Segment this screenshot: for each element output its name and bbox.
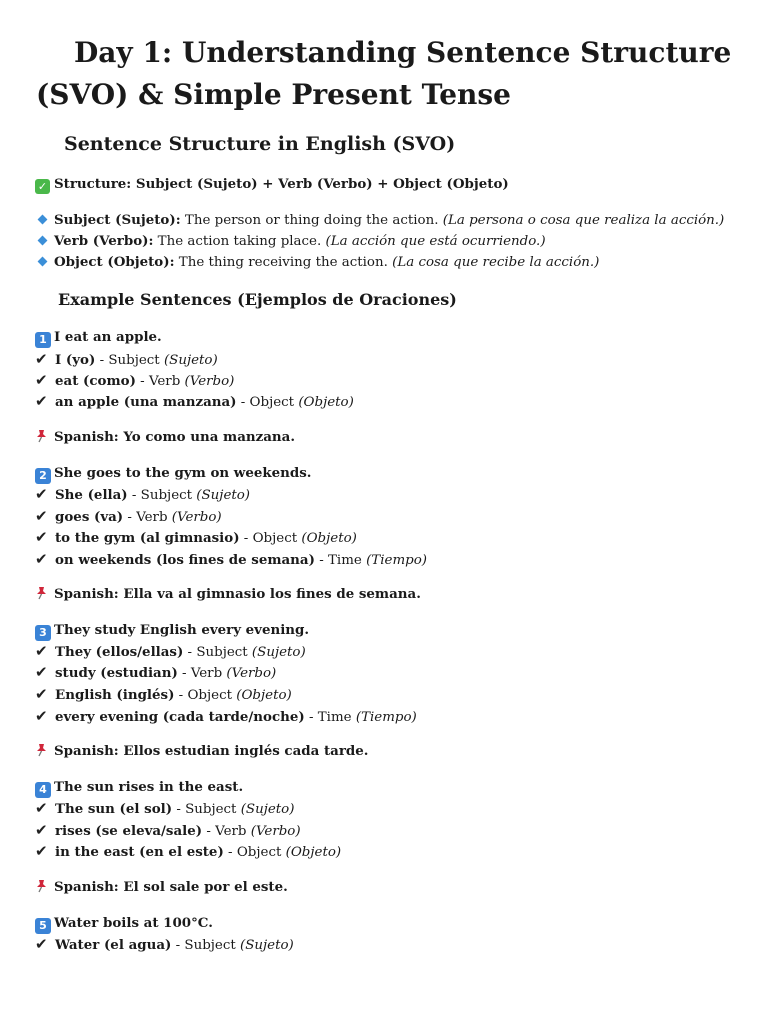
part-phrase: She (ella) xyxy=(55,487,128,503)
example-sentence-text: She goes to the gym on weekends. xyxy=(54,465,312,481)
example-part xyxy=(35,391,354,411)
definition-term: Verb (Verbo): xyxy=(54,233,154,249)
check-mark-icon: ✔ xyxy=(35,371,48,389)
part-phrase: English (inglés) xyxy=(55,687,175,703)
part-role: - Verb xyxy=(135,374,185,389)
part-role-spanish: (Objeto) xyxy=(285,845,342,860)
part-role: - Subject xyxy=(127,488,197,503)
part-phrase: The sun (el sol) xyxy=(55,801,173,817)
check-mark-icon: ✔ xyxy=(35,507,48,525)
examples-heading: Example Sentences (Ejemplos de Oraciones) xyxy=(58,290,457,309)
part-phrase: study (estudian) xyxy=(55,665,178,681)
check-mark-icon: ✔ xyxy=(35,528,48,546)
page-title: Day 1: Understanding Sentence Structure (SVO) & Simple Present Tense xyxy=(36,36,732,111)
part-role-spanish: (Sujeto) xyxy=(251,645,306,660)
example-part xyxy=(35,684,292,704)
example-sentence-text: I eat an apple. xyxy=(54,329,162,345)
definition-spanish: (La acción que está ocurriendo.) xyxy=(325,234,546,249)
number-badge-icon: 3 xyxy=(35,625,51,641)
example-sentence-text: The sun rises in the east. xyxy=(54,779,244,795)
example-sentence xyxy=(35,327,162,347)
pushpin-icon xyxy=(35,878,51,898)
example-part xyxy=(35,349,218,369)
example-part xyxy=(35,662,276,682)
part-role-spanish: (Verbo) xyxy=(226,666,277,681)
check-mark-icon: ✔ xyxy=(35,350,48,368)
part-role: - Object xyxy=(174,688,237,703)
part-role: - Subject xyxy=(95,353,164,368)
definition-term: Object (Objeto): xyxy=(54,254,175,270)
example-part xyxy=(35,484,250,504)
definition-item xyxy=(35,231,546,251)
check-mark-icon: ✔ xyxy=(35,550,48,568)
example-sentence-text: They study English every evening. xyxy=(54,622,310,638)
part-role: - Verb xyxy=(202,824,251,839)
example-part xyxy=(35,506,222,526)
part-role: - Subject xyxy=(171,938,240,953)
part-role-spanish: (Verbo) xyxy=(184,374,235,389)
spanish-translation xyxy=(35,741,368,761)
check-mark-icon: ✔ xyxy=(35,707,48,725)
part-role: - Time xyxy=(304,710,356,725)
check-mark-icon: ✔ xyxy=(35,485,48,503)
spanish-text: Spanish: Ellos estudian inglés cada tarde. xyxy=(54,743,369,759)
part-role-spanish: (Sujeto) xyxy=(163,353,218,368)
part-phrase: an apple (una manzana) xyxy=(55,394,237,410)
part-role: - Object xyxy=(223,845,286,860)
pushpin-icon xyxy=(35,585,51,605)
check-mark-icon: ✔ xyxy=(35,935,48,953)
part-role: - Subject xyxy=(183,645,252,660)
definition-text: The action taking place. xyxy=(153,234,326,249)
example-sentence xyxy=(35,913,213,933)
example-sentence xyxy=(35,620,309,640)
part-phrase: goes (va) xyxy=(55,509,124,525)
check-mark-icon: ✔ xyxy=(35,392,48,410)
definition-text: The person or thing doing the action. xyxy=(180,213,443,228)
example-part xyxy=(35,934,294,954)
example-part xyxy=(35,841,341,861)
part-role-spanish: (Tiempo) xyxy=(355,710,417,725)
spanish-translation xyxy=(35,584,421,604)
part-role-spanish: (Sujeto) xyxy=(196,488,251,503)
part-role-spanish: (Tiempo) xyxy=(366,553,427,568)
part-role-spanish: (Objeto) xyxy=(298,395,354,410)
check-mark-icon: ✔ xyxy=(35,642,48,660)
example-sentence xyxy=(35,777,243,797)
example-part xyxy=(35,370,234,390)
structure-line xyxy=(35,174,509,194)
part-phrase: to the gym (al gimnasio) xyxy=(55,530,240,546)
part-role-spanish: (Verbo) xyxy=(171,510,222,525)
number-badge-icon: 5 xyxy=(35,918,51,934)
part-role-spanish: (Sujeto) xyxy=(240,938,294,953)
blue-diamond-icon xyxy=(38,236,48,246)
part-phrase: in the east (en el este) xyxy=(55,844,224,860)
definition-text: The thing receiving the action. xyxy=(174,255,393,270)
definition-item xyxy=(35,252,599,272)
part-role: - Verb xyxy=(123,510,172,525)
example-part xyxy=(35,706,417,726)
example-part xyxy=(35,527,357,547)
example-part xyxy=(35,549,427,569)
check-box-icon: ✓ xyxy=(35,179,50,194)
pushpin-icon xyxy=(35,742,51,762)
blue-diamond-icon xyxy=(38,257,48,267)
definition-item xyxy=(35,210,724,230)
part-role-spanish: (Objeto) xyxy=(301,531,357,546)
check-mark-icon: ✔ xyxy=(35,685,48,703)
spanish-translation xyxy=(35,877,288,897)
check-mark-icon: ✔ xyxy=(35,799,48,817)
definition-spanish: (La cosa que recibe la acción.) xyxy=(392,255,600,270)
part-role-spanish: (Verbo) xyxy=(250,824,301,839)
blue-diamond-icon xyxy=(38,215,48,225)
part-role: - Subject xyxy=(172,802,241,817)
spanish-text: Spanish: El sol sale por el este. xyxy=(54,879,288,895)
part-role: - Object xyxy=(239,531,302,546)
pushpin-icon xyxy=(35,428,51,448)
example-sentence-text: Water boils at 100°C. xyxy=(54,915,213,931)
part-phrase: I (yo) xyxy=(55,352,96,368)
spanish-text: Spanish: Yo como una manzana. xyxy=(54,429,295,445)
number-badge-icon: 4 xyxy=(35,782,51,798)
number-badge-icon: 1 xyxy=(35,332,51,348)
spanish-text: Spanish: Ella va al gimnasio los fines de semana. xyxy=(54,586,421,602)
part-role: - Verb xyxy=(177,666,227,681)
part-phrase: eat (como) xyxy=(55,373,136,389)
spanish-translation xyxy=(35,427,295,447)
part-phrase: on weekends (los fines de semana) xyxy=(55,552,315,568)
part-role: - Object xyxy=(236,395,299,410)
example-part xyxy=(35,798,294,818)
part-phrase: Water (el agua) xyxy=(55,937,172,953)
part-role: - Time xyxy=(314,553,367,568)
section-heading: Sentence Structure in English (SVO) xyxy=(64,133,456,155)
structure-text: Structure: Subject (Sujeto) + Verb (Verbo) + Object (Objeto) xyxy=(54,176,509,192)
part-role-spanish: (Objeto) xyxy=(236,688,292,703)
part-phrase: rises (se eleva/sale) xyxy=(55,823,203,839)
definition-term: Subject (Sujeto): xyxy=(54,212,181,228)
example-part xyxy=(35,820,301,840)
part-phrase: every evening (cada tarde/noche) xyxy=(55,709,305,725)
check-mark-icon: ✔ xyxy=(35,842,48,860)
number-badge-icon: 2 xyxy=(35,468,51,484)
part-role-spanish: (Sujeto) xyxy=(240,802,295,817)
example-sentence xyxy=(35,463,311,483)
check-mark-icon: ✔ xyxy=(35,663,48,681)
example-part xyxy=(35,641,306,661)
definition-spanish: (La persona o cosa que realiza la acción.) xyxy=(442,213,725,228)
check-mark-icon: ✔ xyxy=(35,821,48,839)
part-phrase: They (ellos/ellas) xyxy=(55,644,184,660)
